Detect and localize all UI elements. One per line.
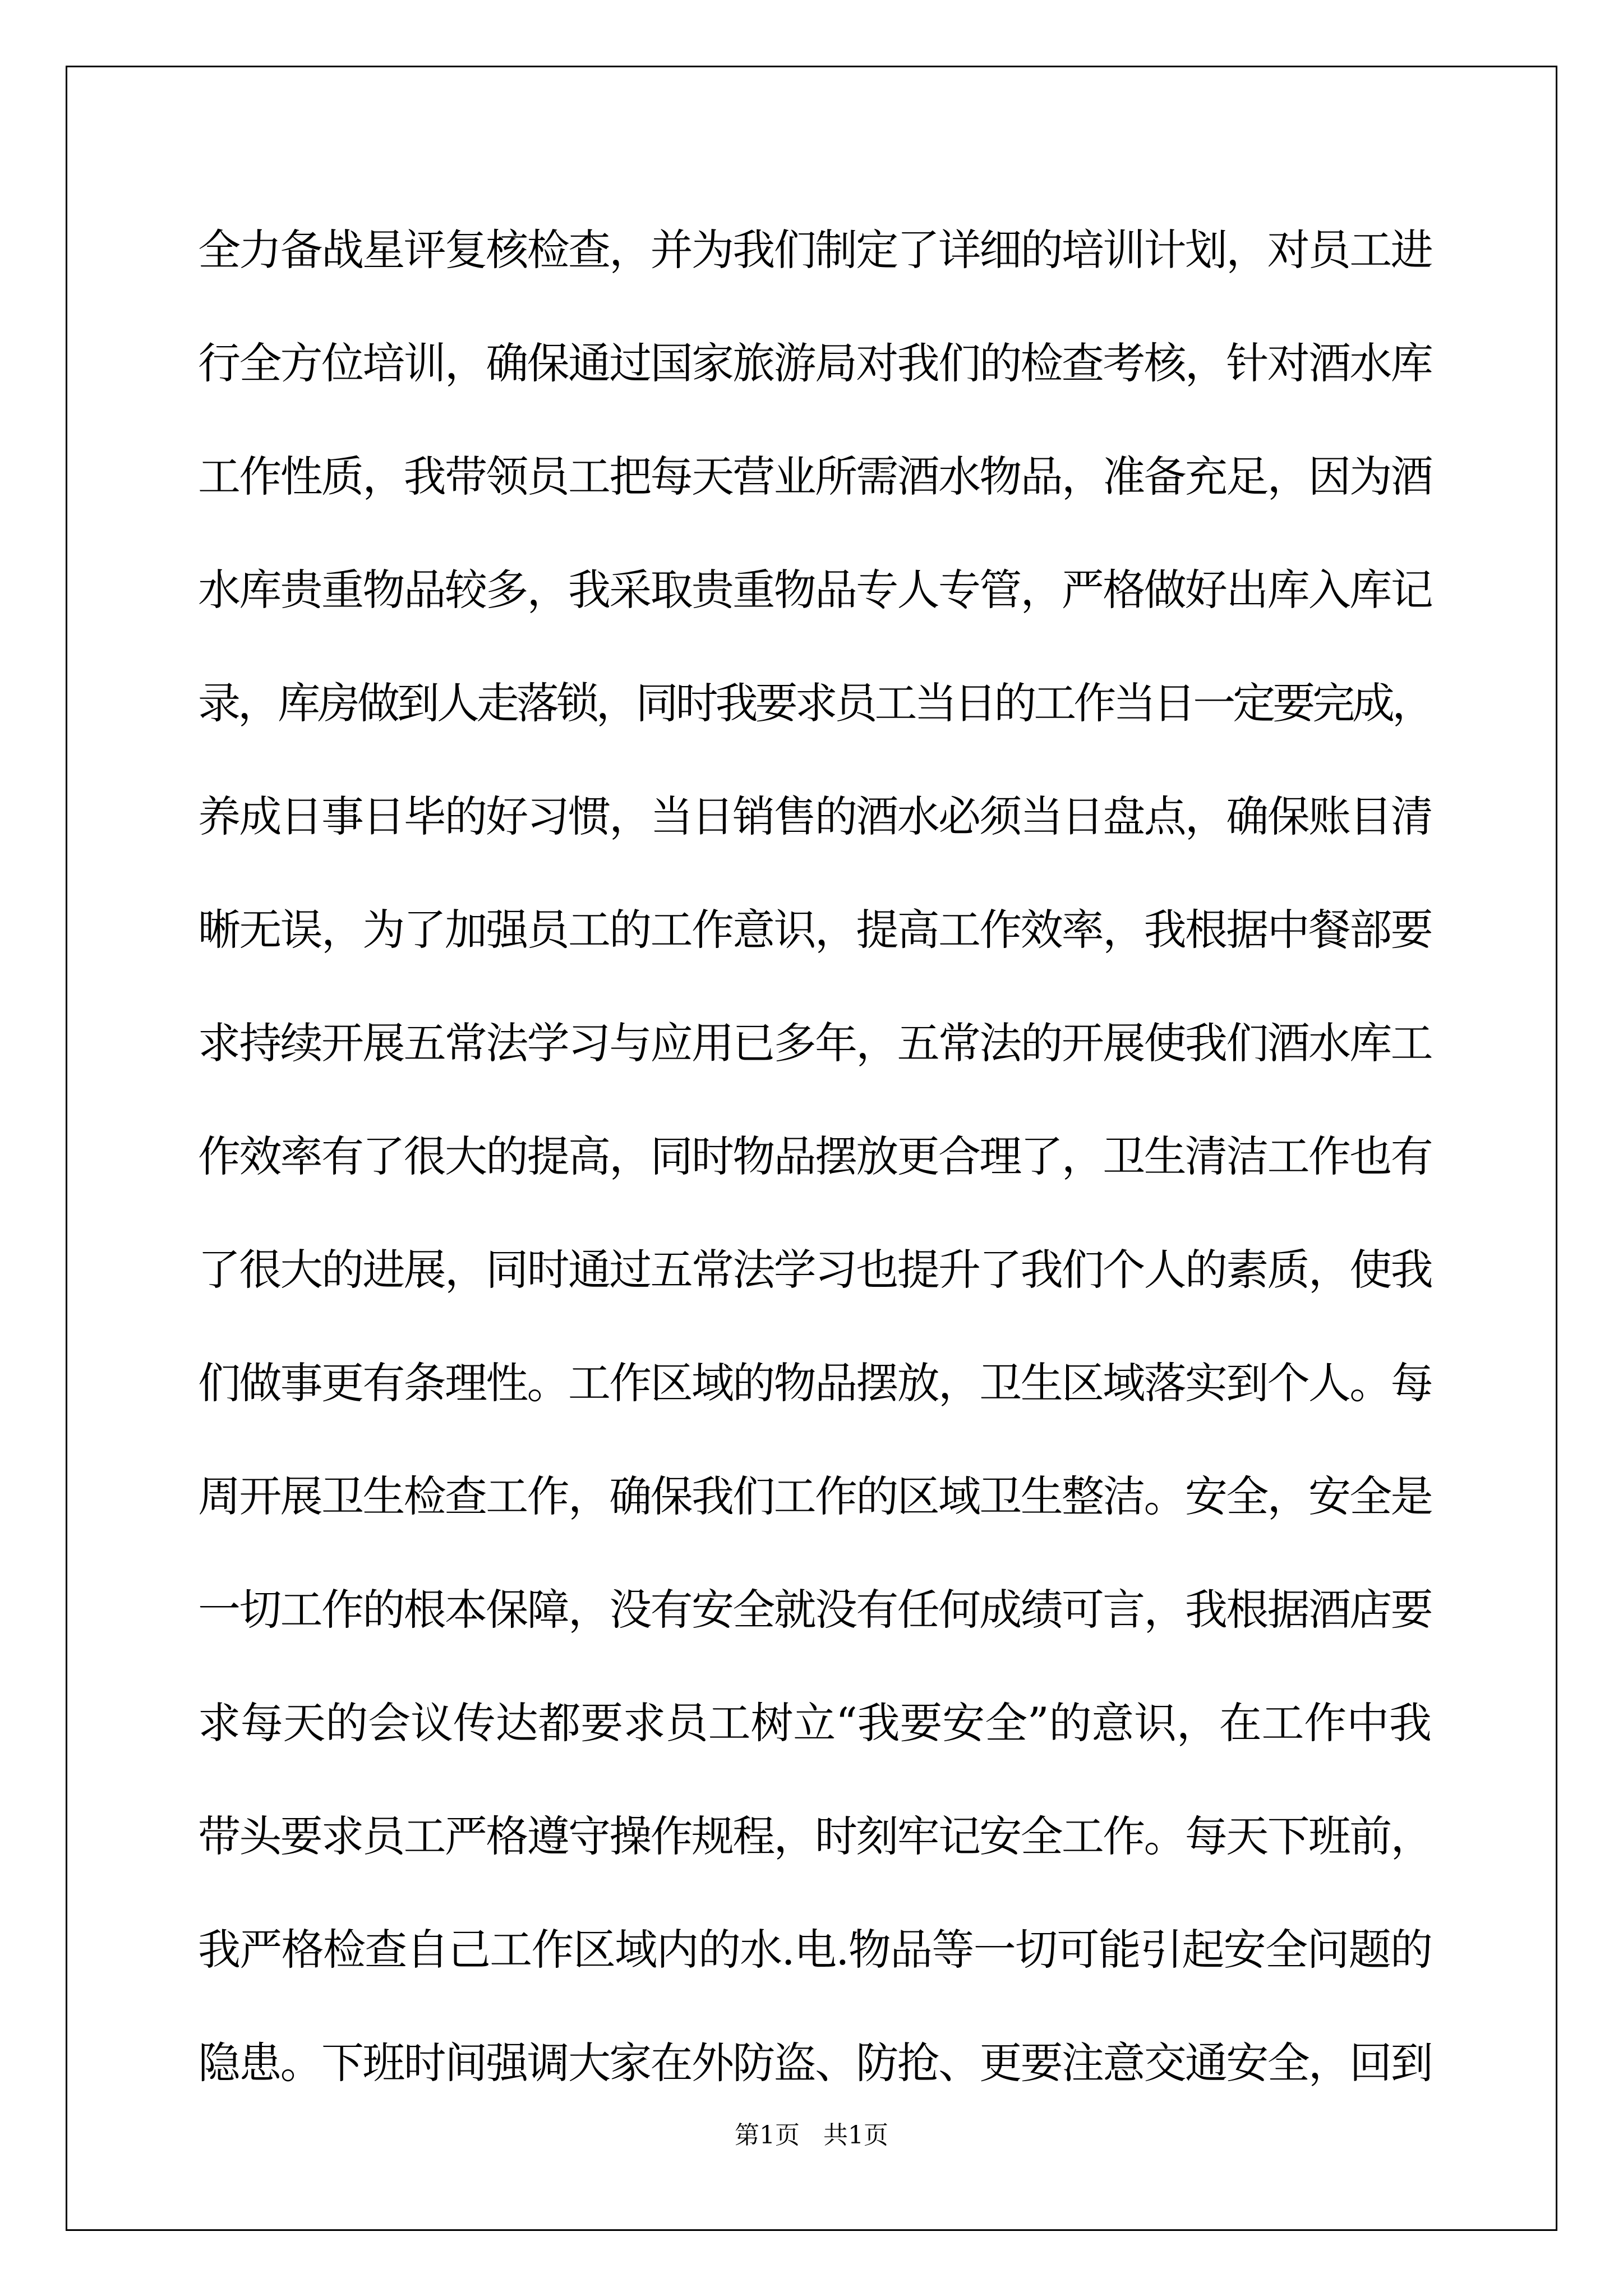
text-line: 了很大的进展，同时通过五常法学习也提升了我们个人的素质，使我 [198,1245,1432,1295]
text-line: 带头要求员工严格遵守操作规程，时刻牢记安全工作。每天下班前， [198,1811,1432,1861]
text-line: 求每天的会议传达都要求员工树立“我要安全”的意识，在工作中我 [198,1698,1432,1748]
page-footer [0,2115,1623,2151]
text-line: 全力备战星评复核检查，并为我们制定了详细的培训计划，对员工进 [198,225,1432,275]
document-body [198,212,1432,2138]
text-line: 周开展卫生检查工作，确保我们工作的区域卫生整洁。安全，安全是 [198,1471,1432,1521]
text-line: 一切工作的根本保障，没有安全就没有任何成绩可言，我根据酒店要 [198,1585,1432,1635]
text-line: 我严格检查自己工作区域内的水.电.物品等一切可能引起安全问题的 [198,1925,1432,1975]
text-line: 工作性质，我带领员工把每天营业所需酒水物品，准备充足，因为酒 [198,452,1432,501]
text-line: 水库贵重物品较多，我采取贵重物品专人专管，严格做好出库入库记 [198,565,1432,615]
page-total: 共1页 [823,2121,888,2150]
text-line: 录，库房做到人走落锁，同时我要求员工当日的工作当日一定要完成， [198,678,1432,728]
text-line: 行全方位培训，确保通过国家旅游局对我们的检查考核，针对酒水库 [198,338,1432,388]
text-line: 们做事更有条理性。工作区域的物品摆放，卫生区域落实到个人。每 [198,1358,1432,1408]
text-line: 作效率有了很大的提高，同时物品摆放更合理了，卫生清洁工作也有 [198,1131,1432,1181]
page-number: 第1页 [735,2121,800,2150]
text-line: 晰无误，为了加强员工的工作意识，提高工作效率，我根据中餐部要 [198,905,1432,955]
text-line: 养成日事日毕的好习惯，当日销售的酒水必须当日盘点，确保账目清 [198,792,1432,841]
text-line: 求持续开展五常法学习与应用已多年，五常法的开展使我们酒水库工 [198,1018,1432,1068]
text-line: 隐患。下班时间强调大家在外防盗、防抢、更要注意交通安全，回到 [198,2038,1432,2088]
